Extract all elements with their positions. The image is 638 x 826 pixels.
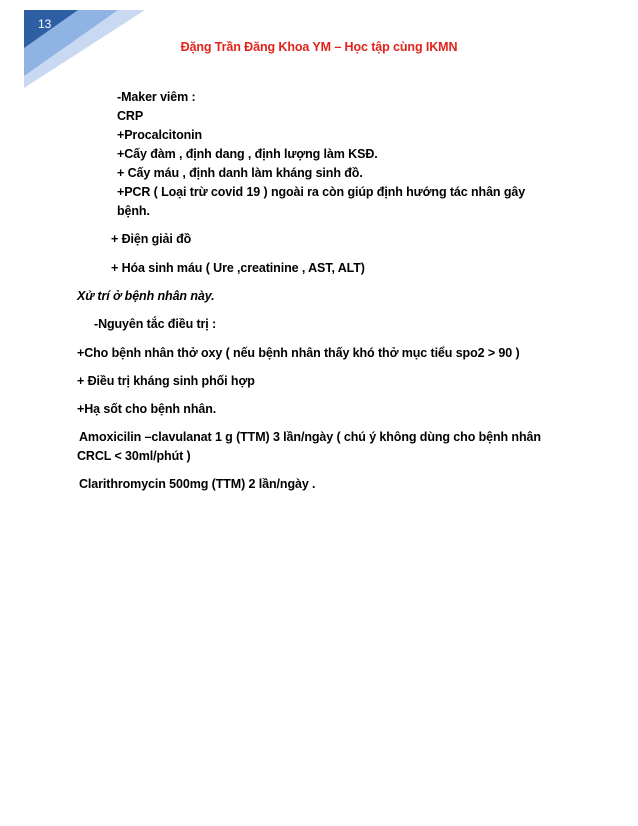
page-header: Đặng Trần Đăng Khoa YM – Học tập cùng IKMN <box>180 40 458 54</box>
pcr-item-line1: +PCR ( Loại trừ covid 19 ) ngoài ra còn giúp định hướng tác nhân gây <box>117 185 526 199</box>
procalcitonin-item: +Procalcitonin <box>117 128 203 142</box>
sputum-culture-item: +Cấy đàm , định dang , định lượng làm KSĐ. <box>117 147 378 161</box>
oxygen-item: +Cho bệnh nhân thở oxy ( nếu bệnh nhân thấy khó thở mục tiểu spo2 > 90 ) <box>77 346 520 360</box>
biochem-item: + Hóa sinh máu ( Ure ,creatinine , AST, ALT) <box>111 261 365 275</box>
management-title: Xử trí ở bệnh nhân này. <box>77 289 215 303</box>
antipyretic-item: +Hạ sốt cho bệnh nhân. <box>77 402 217 416</box>
amoxicillin-line2: CRCL < 30ml/phút ) <box>77 449 191 463</box>
amoxicillin-line1: Amoxicilin –clavulanat 1 g (TTM) 3 lần/ngày ( chú ý không dùng cho bệnh nhân <box>79 430 541 444</box>
blood-culture-item: + Cấy máu , định danh làm kháng sinh đồ. <box>117 166 363 180</box>
marker-title: -Maker viêm : <box>117 90 196 104</box>
electrolytes-item: + Điện giải đồ <box>111 232 192 246</box>
crp-item: CRP <box>117 109 144 123</box>
page-number: 13 <box>38 17 52 31</box>
clarithromycin-item: Clarithromycin 500mg (TTM) 2 lần/ngày . <box>79 477 316 491</box>
principles-title: -Nguyên tắc điều trị : <box>94 317 217 331</box>
antibiotics-item: + Điều trị kháng sinh phối hợp <box>77 374 255 388</box>
pcr-item-line2: bệnh. <box>117 204 150 218</box>
